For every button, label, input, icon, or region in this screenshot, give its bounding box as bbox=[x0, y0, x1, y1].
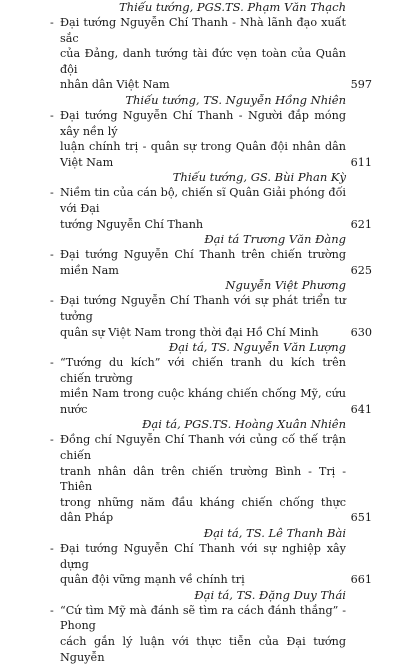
entry-title-line: miền Nam trong cuộc kháng chiến chống Mỹ, cứu nước bbox=[60, 387, 346, 416]
entry-title bbox=[50, 355, 372, 417]
entry-author: Thiếu tướng, PGS.TS. Phạm Văn Thạch bbox=[119, 0, 346, 14]
entry-author: Đại tá, TS. Nguyễn Văn Lượng bbox=[168, 340, 346, 355]
table-of-contents bbox=[50, 0, 372, 665]
entry-page-number: 641 bbox=[350, 402, 372, 416]
toc-entry bbox=[50, 170, 372, 232]
list-dash: - bbox=[50, 433, 54, 447]
entry-title bbox=[50, 15, 372, 93]
entry-title-line: trong những năm đầu kháng chiến chống thực dân Pháp bbox=[60, 495, 346, 525]
entry-title-line: nhân dân Việt Nam bbox=[60, 78, 170, 92]
entry-page-number: 621 bbox=[350, 217, 372, 231]
toc-entry bbox=[50, 232, 372, 278]
entry-title-line: Đại tướng Nguyễn Chí Thanh - Người đắp móng xây nền lý bbox=[60, 108, 346, 138]
list-dash: - bbox=[50, 248, 54, 262]
entry-page-number: 630 bbox=[350, 325, 372, 339]
entry-title-line: tranh nhân dân trên chiến trường Bình - Trị - Thiên bbox=[60, 464, 346, 494]
entry-title-line: Đồng chí Nguyễn Chí Thanh với củng cố thế trận chiến bbox=[60, 433, 346, 463]
list-dash: - bbox=[50, 108, 54, 122]
entry-title bbox=[50, 541, 372, 588]
entry-page-number: 625 bbox=[350, 263, 372, 277]
list-dash: - bbox=[50, 16, 54, 29]
list-dash: - bbox=[50, 542, 54, 556]
entry-title-line: Đại tướng Nguyễn Chí Thanh - Nhà lãnh đạo xuất sắc bbox=[60, 16, 346, 45]
entry-title-line: cách gắn lý luận với thực tiễn của Đại tướng Nguyễn bbox=[60, 635, 346, 664]
entry-title bbox=[50, 603, 372, 665]
toc-entry bbox=[50, 0, 372, 93]
entry-author: Đại tá, TS. Đặng Duy Thái bbox=[194, 587, 346, 602]
toc-list bbox=[50, 0, 372, 665]
list-dash: - bbox=[50, 603, 54, 617]
list-dash: - bbox=[50, 294, 54, 308]
entry-title-line: quân sự Việt Nam trong thời đại Hồ Chí Minh bbox=[60, 325, 319, 339]
entry-title-line: Đại tướng Nguyễn Chí Thanh với sự phát triển tư tưởng bbox=[60, 294, 346, 323]
entry-page-number: 597 bbox=[350, 78, 372, 92]
entry-title-line: của Đảng, danh tướng tài đức vẹn toàn của Quân đội bbox=[60, 47, 346, 76]
entry-title bbox=[50, 247, 372, 278]
entry-title-line: Niềm tin của cán bộ, chiến sĩ Quân Giải phóng đối với Đại bbox=[60, 186, 346, 215]
entry-page-number: 651 bbox=[350, 511, 372, 525]
entry-page-number: 661 bbox=[350, 573, 372, 587]
entry-title bbox=[50, 293, 372, 340]
entry-title bbox=[50, 108, 372, 170]
entry-title-line: luận chính trị - quân sự trong Quân đội nhân dân Việt Nam bbox=[60, 140, 346, 169]
entry-author: Thiếu tướng, GS. Bùi Phan Kỳ bbox=[172, 170, 346, 185]
entry-title-line: “Cứ tìm Mỹ mà đánh sẽ tìm ra cách đánh thắng” - Phong bbox=[60, 603, 346, 633]
entry-author: Đại tá, TS. Lê Thanh Bài bbox=[203, 526, 346, 541]
entry-author: Thiếu tướng, TS. Nguyễn Hồng Nhiên bbox=[125, 92, 346, 107]
entry-author: Đại tá, PGS.TS. Hoàng Xuân Nhiên bbox=[142, 417, 346, 432]
entry-title-line: Đại tướng Nguyễn Chí Thanh trên chiến trường miền Nam bbox=[60, 248, 346, 277]
entry-title bbox=[50, 432, 372, 526]
toc-entry bbox=[50, 526, 372, 588]
entry-author: Đại tá Trương Văn Đàng bbox=[204, 232, 346, 247]
entry-page-number: 611 bbox=[350, 155, 372, 169]
entry-author: Nguyễn Việt Phương bbox=[225, 278, 346, 293]
list-dash: - bbox=[50, 356, 54, 370]
toc-entry bbox=[50, 278, 372, 340]
entry-title-line: quân đội vững mạnh về chính trị bbox=[60, 573, 245, 587]
toc-entry bbox=[50, 588, 372, 665]
entry-title-line: “Tướng du kích” với chiến tranh du kích trên chiến trường bbox=[60, 356, 346, 385]
entry-title-line: Đại tướng Nguyễn Chí Thanh với sự nghiệp xây dựng bbox=[60, 542, 346, 571]
toc-entry bbox=[50, 340, 372, 417]
entry-title-line: tướng Nguyễn Chí Thanh bbox=[60, 217, 204, 231]
entry-title bbox=[50, 185, 372, 232]
list-dash: - bbox=[50, 186, 54, 200]
toc-entry bbox=[50, 93, 372, 170]
toc-entry bbox=[50, 417, 372, 526]
